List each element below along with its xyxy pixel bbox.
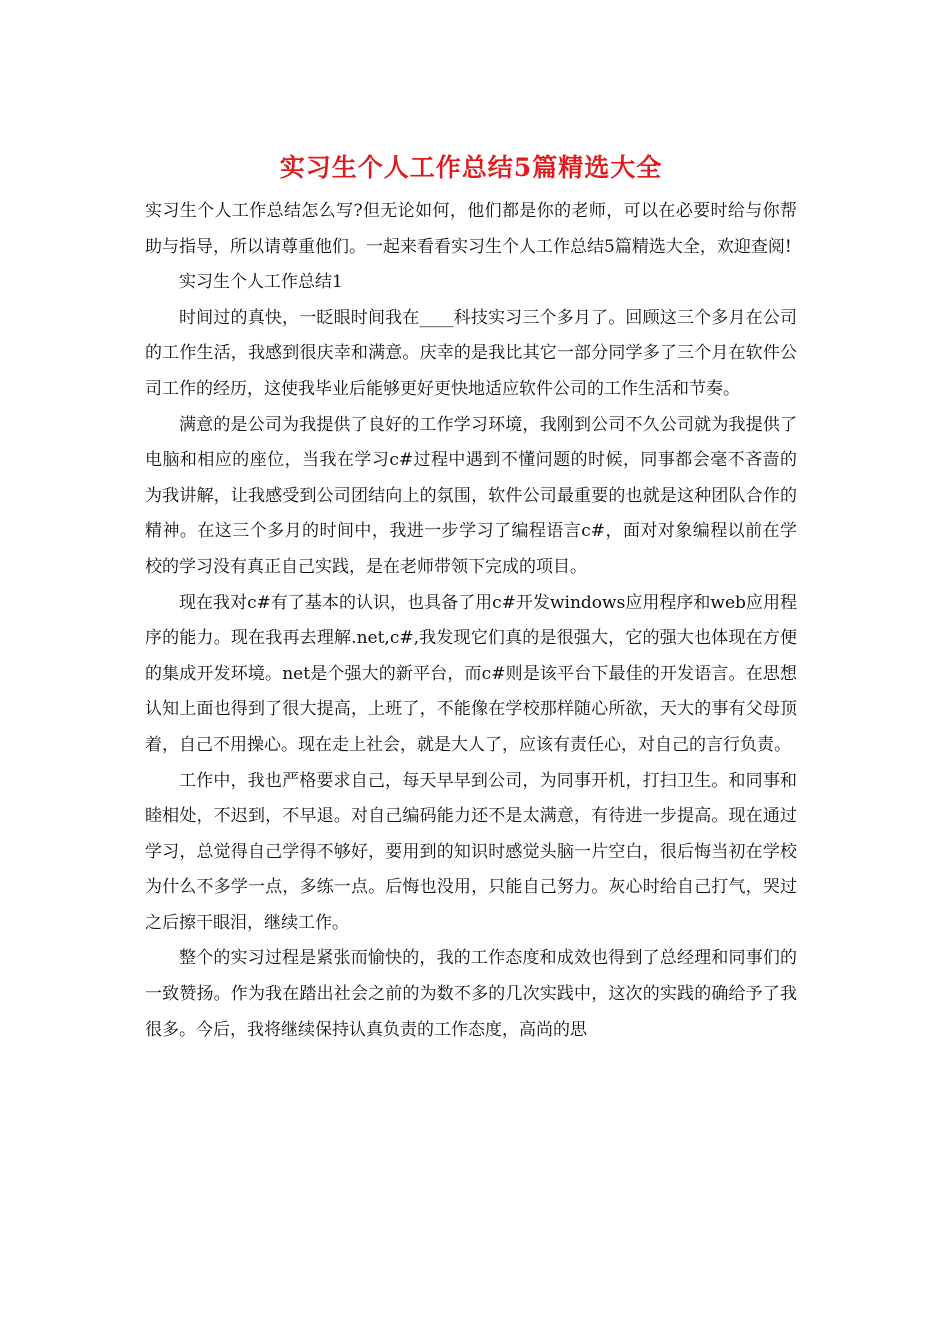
- section-heading: 实习生个人工作总结1: [179, 272, 343, 293]
- body-paragraph: 现在我对c#有了基本的认识，也具备了用c#开发windows应用程序和web应用程序的能力。现在我再去理解.net,c#,我发现它们真的是很强大，它的强大也体现在方便的集成开发环境。net是个强大的新平台，而c#则是该平台下最佳的开发语言。在思想认知上面也得到了很大提高，上班了，不能像在学校那样随心所欲，天大的事有父母顶着，自己不用操心。现在走上社会，就是大人了，应该有责任心，对自己的言行负责。: [145, 592, 797, 755]
- document-title: 实习生个人工作总结5篇精选大全: [279, 153, 663, 182]
- body-paragraph: 整个的实习过程是紧张而愉快的，我的工作态度和成效也得到了总经理和同事们的一致赞扬。作为我在踏出社会之前的为数不多的几次实践中，这次的实践的确给予了我很多。今后，我将继续保持认真负责的工作态度，高尚的思: [145, 948, 797, 1040]
- intro-paragraph: 实习生个人工作总结怎么写?但无论如何，他们都是你的老师，可以在必要时给与你帮助与指导，所以请尊重他们。一起来看看实习生个人工作总结5篇精选大全，欢迎查阅!: [145, 201, 797, 257]
- document-body: [145, 148, 797, 1048]
- body-paragraph: 满意的是公司为我提供了良好的工作学习环境，我刚到公司不久公司就为我提供了电脑和相应的座位，当我在学习c#过程中遇到不懂问题的时候，同事都会毫不吝啬的为我讲解，让我感受到公司团结向上的氛围，软件公司最重要的也就是这种团队合作的精神。在这三个多月的时间中，我进一步学习了编程语言c#，面对对象编程以前在学校的学习没有真正自己实践，是在老师带领下完成的项目。: [145, 414, 797, 577]
- body-paragraph: 时间过的真快，一眨眼时间我在____科技实习三个多月了。回顾这三个多月在公司的工作生活，我感到很庆幸和满意。庆幸的是我比其它一部分同学多了三个月在软件公司工作的经历，这使我毕业后能够更好更快地适应软件公司的工作生活和节奏。: [145, 307, 797, 399]
- body-paragraph: 工作中，我也严格要求自己，每天早早到公司，为同事开机，打扫卫生。和同事和睦相处，不迟到，不早退。对自己编码能力还不是太满意，有待进一步提高。现在通过学习，总觉得自己学得不够好，要用到的知识时感觉头脑一片空白，很后悔当初在学校为什么不多学一点，多练一点。后悔也没用，只能自己努力。灰心时给自己打气，哭过之后擦干眼泪，继续工作。: [145, 770, 797, 933]
